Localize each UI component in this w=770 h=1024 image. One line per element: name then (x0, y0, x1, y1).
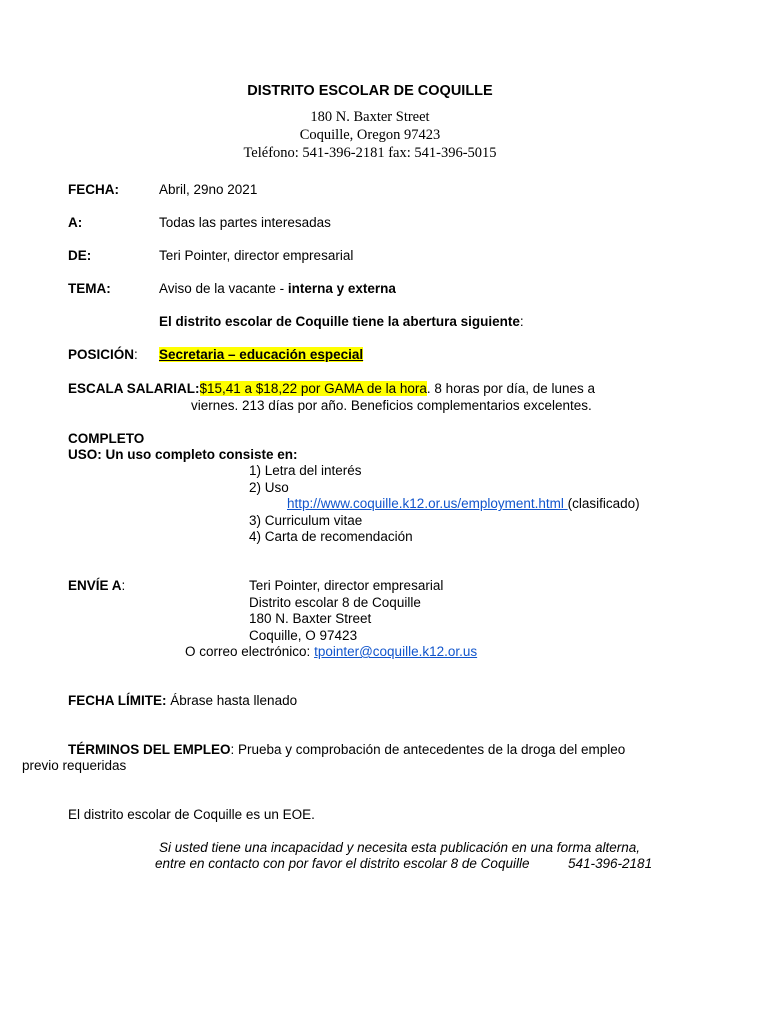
position-label (68, 347, 138, 362)
terms-line-1 (68, 742, 625, 757)
phone-fax: Teléfono: 541-396-2181 fax: 541-396-5015 (243, 145, 497, 161)
list-item: 3) Curriculum vitae (249, 513, 363, 528)
de-value: Teri Pointer, director empresarial (159, 248, 354, 263)
deadline-label: FECHA LÍMITE: (68, 693, 167, 708)
email-line (185, 644, 477, 659)
tema-prefix: Aviso de la vacante - (159, 281, 288, 296)
uso-label: USO (68, 447, 98, 462)
tema-value (159, 281, 396, 296)
deadline-value: Ábrase hasta llenado (166, 693, 298, 708)
salary-label: ESCALA SALARIAL: (68, 381, 200, 396)
opening-statement (159, 314, 524, 329)
salary-line-1 (68, 381, 595, 396)
opening-colon: : (519, 314, 524, 329)
disability-line-2: entre en contacto con por favor el distrito escolar 8 de Coquille (155, 856, 530, 871)
document-title: DISTRITO ESCOLAR DE COQUILLE (247, 83, 493, 99)
position-label-text: POSICIÓN (68, 347, 135, 362)
salary-rest: . 8 horas por día, de lunes a (426, 381, 596, 396)
list-item: 1) Letra del interés (249, 463, 362, 478)
terms-rest: : Prueba y comprobación de antecedentes de la droga del empleo (230, 742, 626, 757)
terms-label: TÉRMINOS DEL EMPLEO (68, 742, 231, 757)
send-label-text: ENVÍE A (68, 578, 122, 593)
email-label: O correo electrónico: (185, 644, 315, 659)
application-subheading (68, 447, 298, 462)
salary-line-2: viernes. 213 días por año. Beneficios complementarios excelentes. (191, 398, 592, 413)
fecha-value: Abril, 29no 2021 (159, 182, 258, 197)
application-heading: COMPLETO (68, 431, 145, 446)
email-link[interactable]: tpointer@coquille.k12.or.us (314, 644, 478, 659)
de-label: DE: (68, 248, 92, 263)
send-line: Teri Pointer, director empresarial (249, 578, 444, 593)
list-item: 4) Carta de recomendación (249, 529, 413, 544)
tema-label: TEMA: (68, 281, 111, 296)
a-label: A: (68, 215, 83, 230)
employment-line (287, 496, 640, 511)
address-city: Coquille, Oregon 97423 (299, 127, 441, 143)
send-line: Coquille, O 97423 (249, 628, 358, 643)
disability-line-1: Si usted tiene una incapacidad y necesita esta publicación en una forma alterna, (159, 840, 641, 855)
eoe-statement: El distrito escolar de Coquille es un EOE. (68, 807, 315, 822)
uso-rest: : Un uso completo consiste en: (97, 447, 298, 462)
disability-phone: 541-396-2181 (568, 856, 653, 871)
address-street: 180 N. Baxter Street (310, 109, 430, 125)
send-colon: : (121, 578, 126, 593)
fecha-label: FECHA: (68, 182, 119, 197)
terms-line-2: previo requeridas (22, 758, 127, 773)
send-line: Distrito escolar 8 de Coquille (249, 595, 421, 610)
employment-note: (clasificado) (567, 496, 640, 511)
employment-link[interactable]: http://www.coquille.k12.or.us/employment.html (287, 496, 568, 511)
tema-bold: interna y externa (287, 281, 396, 296)
position-colon: : (134, 347, 138, 362)
a-value: Todas las partes interesadas (159, 215, 331, 230)
list-item: 2) Uso (249, 480, 289, 495)
send-line: 180 N. Baxter Street (249, 611, 372, 626)
position-value: Secretaria – educación especial (159, 347, 364, 362)
salary-range: $15,41 a $18,22 por GAMA de la hora (199, 381, 427, 396)
send-label (68, 578, 125, 593)
deadline (68, 693, 297, 708)
opening-text: El distrito escolar de Coquille tiene la abertura siguiente (159, 314, 520, 329)
